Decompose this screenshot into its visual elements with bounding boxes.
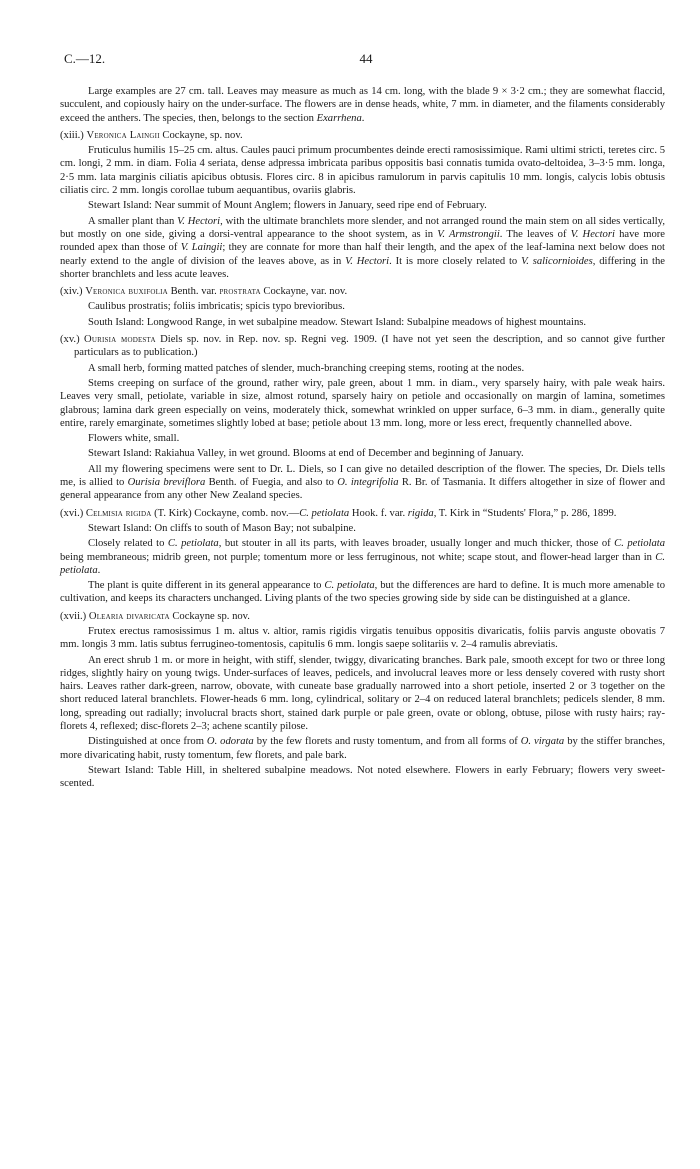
paragraph-p10: A small herb, forming matted patches of slender, much-branching creeping stems, rooting at the nodes. (88, 362, 525, 374)
paragraph-p2: (xiii.) Veronica Laingii Cockayne, sp. nov. (60, 129, 243, 141)
paragraph-p15: (xvi.) Celmisia rigida (T. Kirk) Cockayne, comb. nov.—C. petiolata Hook. f. var. rigida, T. Kirk in “Students' Flora,” p. 286, 1899. (60, 507, 617, 519)
paragraph-p22: Distinguished at once from O. odorata by the few florets and rusty tomentum, and from all forms of O. virgata by the stiffer branches, more divaricating habit, rusty tomentum, few florets, and pale bark. (60, 736, 665, 761)
paragraph-p6: (xiv.) Veronica buxifolia Benth. var. prostrata Cockayne, var. nov. (60, 286, 348, 298)
body-text (60, 85, 665, 793)
paragraph-p23: Stewart Island: Table Hill, in sheltered subalpine meadows. Not noted elsewhere. Flowers in early February; flowers very sweet-scented. (60, 764, 665, 790)
paragraph-p5: A smaller plant than V. Hectori, with the ultimate branchlets more slender, and not arranged round the main stem on all sides vertically, but mostly on one side, giving a dorsi-ventral appearance to the shoot system, as in V. Armstrongii. The leaves of V. Hectori have more rounded apex than those of V. Laingii; they are connate for more than half their length, and the apex of the leaf-lamina next below does not nearly extend to the angle of division of the leaves above, as in V. Hectori. It is more closely related to V. salicornioides, differing in the shorter branchlets and less acute leaves. (60, 215, 666, 280)
paragraph-p7: Caulibus prostratis; foliis imbricatis; spicis typo brevioribus. (88, 301, 345, 313)
paragraph-p17: Closely related to C. petiolata, but stouter in all its parts, with leaves broader, usually longer and much thicker, those of C. petiolata being membraneous; midrib green, not purple; tomentum more or less ferruginous, not white; scape stout, and flower-head larger than in C. petiolata. (60, 538, 666, 576)
paragraph-p21: An erect shrub 1 m. or more in height, with stiff, slender, twiggy, divaricating branches. Bark pale, smooth except for two or three long ridges, slightly hairy on young twigs. Under-surfaces of leaves, pedicels, and involucral leaves more or less densely covered with rusty short hairs. Leaves rather dark-green, narrow, obovate, with cuneate base gradually narrowed into a short petiole, inserted 2 or 3 together on the short reduced lateral branchlets. Flower-heads 6 mm. long, cylindrical, solitary or 2–4 on reduced lateral branchlets; pedicels slender, 8 mm. long, spreading out radially; involucral bracts short, stained dark purple or pale green, ovate or oblong, obtuse, pilose with rusty hairs; ray-florets 4, reflexed; disc-florets 2–3; achene scantily pilose. (60, 654, 665, 733)
paragraph-p12: Flowers white, small. (88, 433, 180, 445)
paragraph-p4: Stewart Island: Near summit of Mount Anglem; flowers in January, seed ripe end of February. (88, 200, 487, 212)
page-header (64, 52, 668, 68)
paragraph-p18: The plant is quite different in its general appearance to C. petiolata, but the differences are hard to define. It is much more amenable to cultivation, and keeps its characters unchanged. Living plants of the two species growing side by side can be distinguished at a glance. (60, 580, 665, 605)
paragraph-p3: Fruticulus humilis 15–25 cm. altus. Caules pauci primum procumbentes deinde erecti ramosissimique. Rami ultimi stricti, teretes circ. 5 cm. longi, 2 mm. in diam. Folia 4 seriata, dense adpressa imbricata paribus oppositis basi connatis tumida ovato-deltoidea, 3–3·5 mm. longa, 2·5 mm. lata marginis ciliatis apicibus obtusis. Flores circ. 8 in apicibus ramulorum in parvis capitulis 10 mm. longis, calycis lobis obtusis ciliatis circ. 2 mm. longis corollae tubum aequantibus, ovariis glabris. (60, 145, 665, 197)
paragraph-p16: Stewart Island: On cliffs to south of Mason Bay; not subalpine. (88, 522, 356, 534)
paragraph-p1: Large examples are 27 cm. tall. Leaves may measure as much as 14 cm. long, with the blade 9 × 3·2 cm.; they are somewhat flaccid, succulent, and copiously hairy on the under-surface. The flowers are in dense heads, white, 7 mm. in diameter, and the filaments considerably exceed the anthers. The species, then, belongs to the section Exarrhena. (60, 86, 665, 124)
paragraph-p20: Frutex erectus ramosissimus 1 m. altus v. altior, ramis rigidis virgatis tenuibus oppositis divaricatis, foliis parvis anguste obovatis 7 mm. longis 3 mm. latis subtus ferrugineo-tomentosis, capitulis 6 mm. longis saepe solitariis v. 2–4 ramulis abreviatis. (60, 625, 665, 651)
paragraph-p9: (xv.) Ourisia modesta Diels sp. nov. in Rep. nov. sp. Regni veg. 1909. (I have not yet seen the description, and so cannot give further particulars as to publication.) (60, 334, 665, 359)
paragraph-p19: (xvii.) Olearia divaricata Cockayne sp. nov. (60, 610, 250, 622)
document-code: C.—12. (64, 51, 106, 66)
paragraph-p11: Stems creeping on surface of the ground, rather wiry, pale green, about 1 mm. in diam., very sparsely hairy, with pale weak hairs. Leaves very small, petiolate, variable in size, almost rotund, sparsely hairy on petiole and occasionally on margin of lamina, sometimes glabrous; lamina dark green especially on veins, moderately thick, somewhat wrinkled on upper surface, 6–3 mm. in diam., generally quite entire, rarely emarginate, sometimes slightly lobed at base; petiole about 13 mm. long, more or less erect, frequently channelled above. (60, 377, 665, 429)
paragraph-p13: Stewart Island: Rakiahua Valley, in wet ground. Blooms at end of December and beginning of January. (88, 448, 524, 460)
paragraph-p14: All my flowering specimens were sent to Dr. L. Diels, so I can give no detailed description of the flower. The species, Dr. Diels tells me, is allied to Ourisia breviflora Benth. of Fuegia, and also to O. integrifolia R. Br. of Tasmania. It differs altogether in size of flower and general appearance from any other New Zealand species. (60, 463, 665, 502)
page-number: 44 (359, 51, 373, 66)
paragraph-p8: South Island: Longwood Range, in wet subalpine meadow. Stewart Island: Subalpine meadows of highest mountains. (88, 316, 587, 328)
